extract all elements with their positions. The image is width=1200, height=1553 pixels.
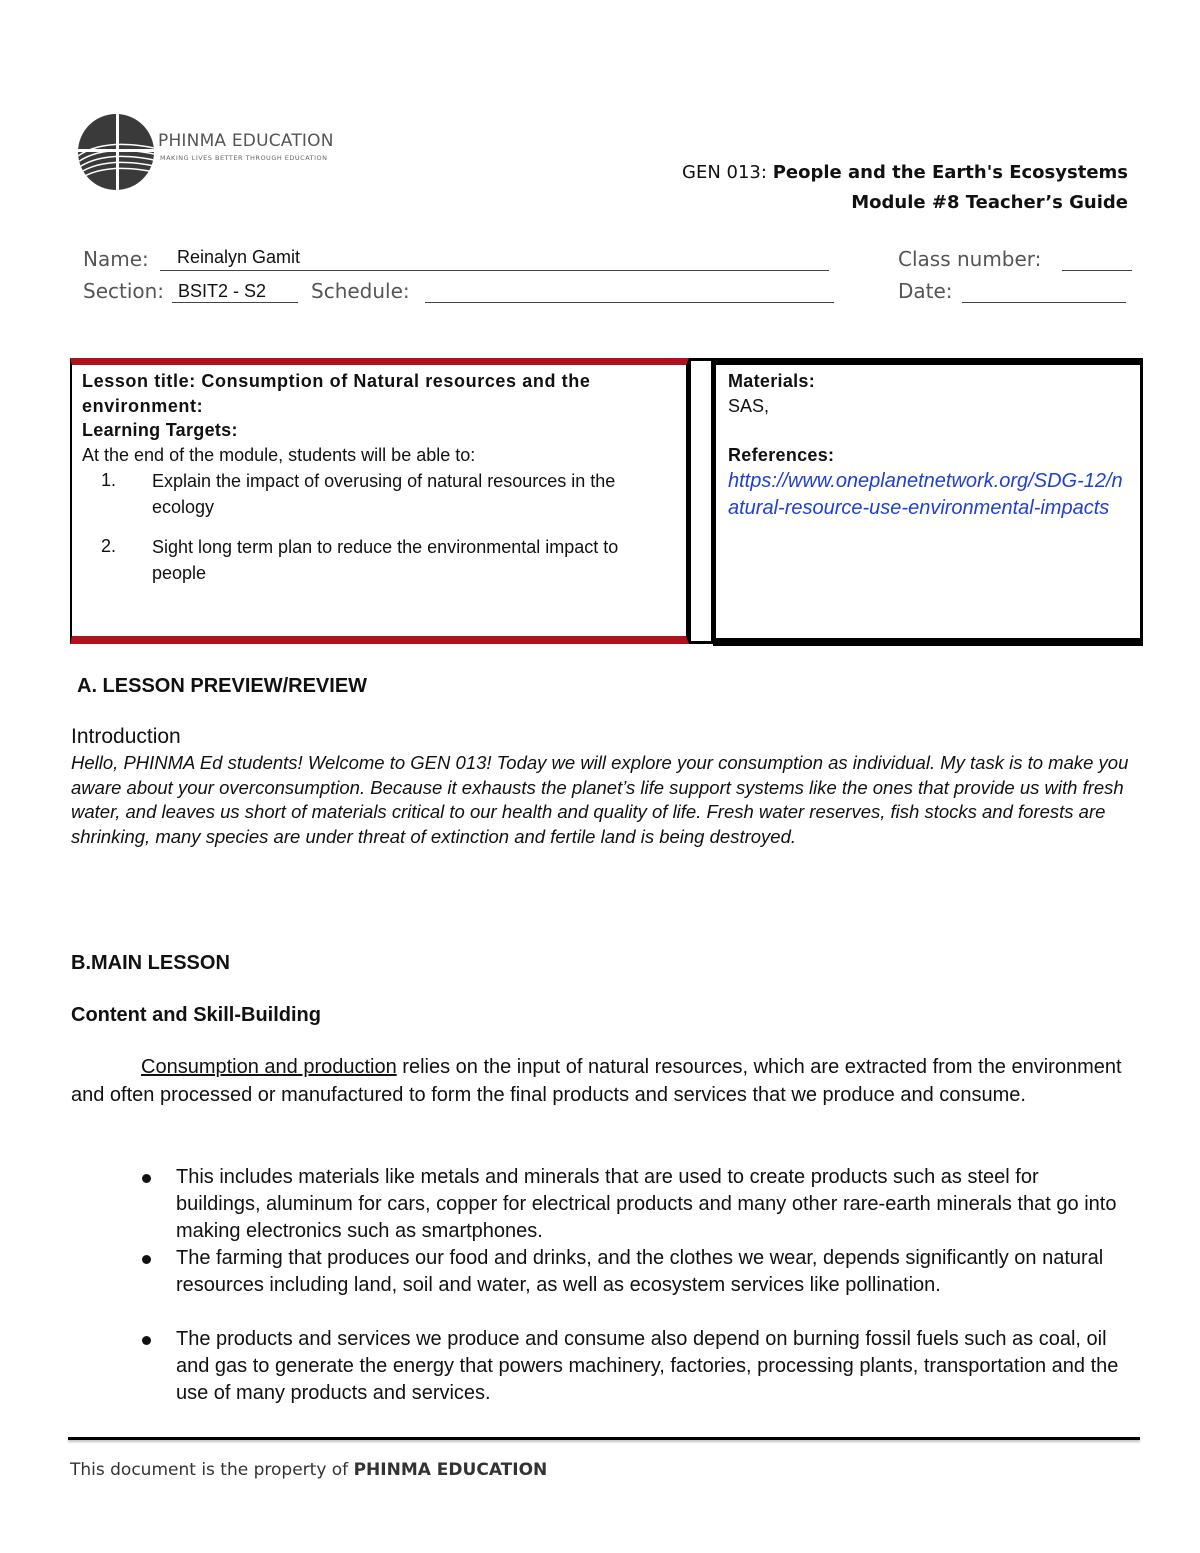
materials-label: Materials: xyxy=(728,371,816,391)
date-label: Date: xyxy=(898,279,953,303)
materials-value: SAS, xyxy=(728,395,770,416)
section-value: BSIT2 - S2 xyxy=(178,281,267,301)
course-code: GEN 013: xyxy=(682,162,767,183)
bullet-icon xyxy=(142,1336,151,1345)
section-label: Section: xyxy=(83,279,165,303)
schedule-line[interactable] xyxy=(425,302,834,303)
lesson-box-content xyxy=(82,369,682,586)
module-title xyxy=(851,192,1128,213)
box-divider xyxy=(689,358,713,644)
footer-rule xyxy=(68,1437,1140,1440)
bullet-icon xyxy=(142,1174,151,1183)
reference-link[interactable]: https://www.oneplanetnetwork.org/SDG-12/natural-resource-use-environmental-impacts xyxy=(728,469,1123,519)
name-label: Name: xyxy=(83,247,149,271)
target-text: Sight long term plan to reduce the environmental impact to people xyxy=(152,537,619,583)
module-label: Module #8 Teacher’s Guide xyxy=(851,192,1128,213)
name-line[interactable] xyxy=(160,270,829,271)
lead-text: relies on the input of natural resources, which are extracted from the environment and often processed or manufactured to form the final products and services that we produce and consume. xyxy=(71,1056,1122,1106)
class-number-line[interactable] xyxy=(1062,270,1132,271)
target-number: 2. xyxy=(100,536,116,556)
materials-content xyxy=(728,369,1128,522)
course-name: People and the Earth's Ecosystems xyxy=(772,162,1128,183)
phinma-logo-icon xyxy=(74,112,344,192)
class-number-label: Class number: xyxy=(898,247,1042,271)
section-b-subheading: Content and Skill-Building xyxy=(71,1004,321,1026)
course-title xyxy=(682,162,1128,183)
references-label: References: xyxy=(728,445,835,465)
target-text: Explain the impact of overusing of natural resources in the ecology xyxy=(152,471,616,517)
date-line[interactable] xyxy=(962,302,1126,303)
org-tagline: MAKING LIVES BETTER THROUGH EDUCATION xyxy=(160,154,328,162)
section-b-heading: B.MAIN LESSON xyxy=(71,952,230,974)
footer-text xyxy=(70,1460,547,1480)
bullet-item: The farming that produces our food and drinks, and the clothes we wear, depends significantly on natural resources including land, soil and water, as well as ecosystem services like pollination. xyxy=(176,1247,1104,1296)
bullet-icon xyxy=(142,1255,151,1264)
section-a-heading: A. LESSON PREVIEW/REVIEW xyxy=(77,675,368,697)
org-name: PHINMA EDUCATION xyxy=(158,131,334,151)
lesson-title: Lesson title: Consumption of Natural resources and the environment: xyxy=(82,371,591,416)
bullet-item: The products and services we produce and consume also depend on burning fossil fuels such as coal, oil and gas to generate the energy that powers machinery, factories, processing plants, transportation and the use of many products and services. xyxy=(176,1328,1119,1404)
target-item xyxy=(82,534,682,586)
footer-owner: PHINMA EDUCATION xyxy=(353,1460,548,1480)
learning-targets-label: Learning Targets: xyxy=(82,420,238,440)
introduction-text: Hello, PHINMA Ed students! Welcome to GEN 013! Today we will explore your consumption as individual. My task is to make you aware about your overconsumption. Because it exhausts the planet’s life support systems like the ones that provide us with fresh water, and leaves us short of materials critical to our health and quality of life. Fresh water reserves, fish stocks and forests are shrinking, many species are under threat of extinction and fertile land is being destroyed. xyxy=(71,752,1129,847)
schedule-label: Schedule: xyxy=(311,279,410,303)
section-line[interactable] xyxy=(172,302,298,303)
footer-prefix: This document is the property of xyxy=(70,1460,354,1480)
target-number: 1. xyxy=(100,470,116,490)
name-value: Reinalyn Gamit xyxy=(177,247,301,267)
lead-underlined: Consumption and production xyxy=(141,1056,397,1078)
lead-paragraph xyxy=(71,1054,1136,1109)
bullet-item: This includes materials like metals and minerals that are used to create products such as steel for buildings, aluminum for cars, copper for electrical products and many other rare-earth minerals that go into making electronics such as smartphones. xyxy=(176,1166,1117,1242)
target-item xyxy=(82,468,682,520)
introduction-label: Introduction xyxy=(71,725,181,748)
targets-intro: At the end of the module, students will be able to: xyxy=(82,444,476,465)
